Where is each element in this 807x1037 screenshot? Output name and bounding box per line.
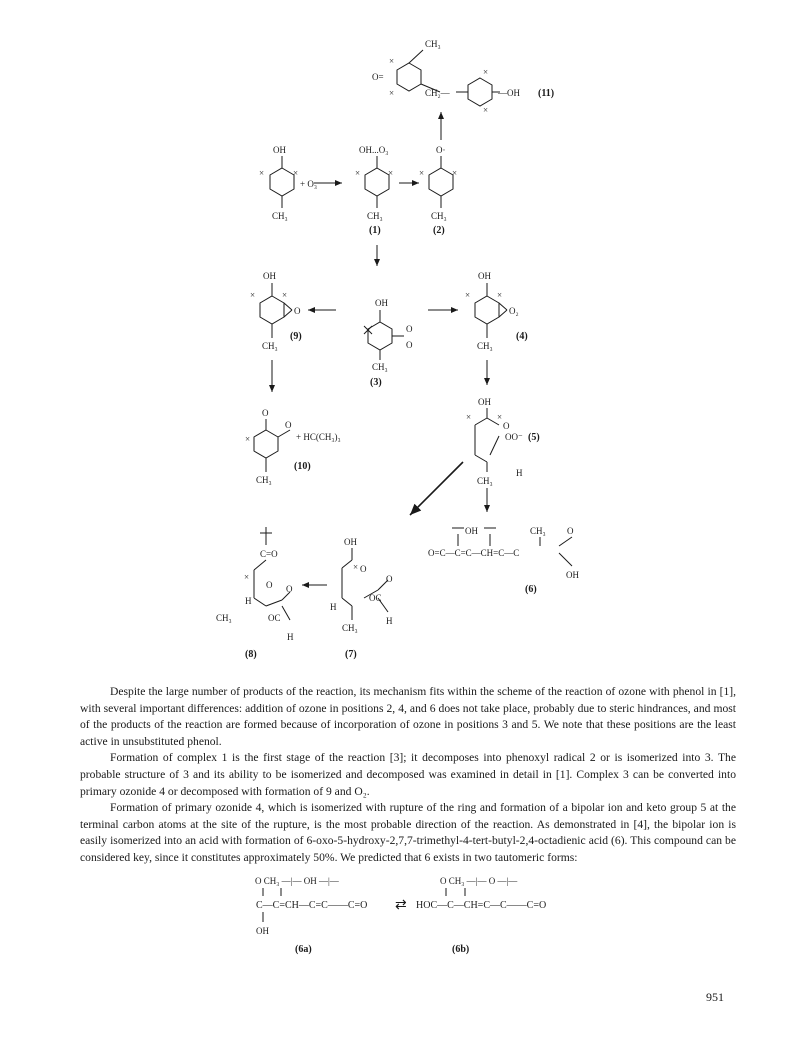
svg-text:(11): (11) (538, 88, 555, 99)
tautomer-a: C—C=CH—C=C——C=O (256, 900, 368, 911)
compound-5 (475, 408, 499, 472)
svg-text:CH₃: CH₃ (425, 39, 441, 49)
svg-text:×: × (483, 105, 489, 115)
tautomer-a-top: O CH₃ —|— OH —|— (255, 876, 339, 886)
svg-text:×: × (244, 572, 250, 582)
svg-text:H: H (330, 602, 337, 612)
svg-text:OH: OH (478, 397, 491, 407)
svg-text:+ O₃: + O₃ (300, 179, 317, 189)
scheme-labels (216, 39, 579, 660)
svg-text:×: × (259, 168, 265, 178)
svg-text:OH: OH (566, 570, 579, 580)
svg-text:CH₃: CH₃ (530, 526, 546, 536)
tautomer-b: HOC—C—CH=C—C——C=O (416, 900, 547, 911)
tautomer-b-top: O CH₃ —|— O —|— (440, 876, 518, 886)
svg-text:CH₃: CH₃ (262, 341, 278, 351)
svg-text:×: × (452, 168, 458, 178)
svg-text:OH: OH (344, 537, 357, 547)
svg-text:(3): (3) (370, 377, 382, 388)
label-6b: (6b) (452, 944, 470, 955)
svg-text:O: O (360, 564, 367, 574)
arrow-5-to-7 (410, 462, 463, 515)
svg-text:(4): (4) (516, 331, 528, 342)
svg-text:—OH: —OH (498, 88, 520, 98)
svg-text:×: × (388, 168, 394, 178)
svg-text:×: × (293, 168, 299, 178)
compound-8 (254, 527, 290, 620)
compound-1 (365, 156, 389, 208)
svg-text:O: O (386, 574, 393, 584)
svg-text:×: × (250, 290, 256, 300)
svg-text:CH₃: CH₃ (367, 211, 383, 221)
svg-text:O: O (406, 324, 413, 334)
svg-text:OH: OH (478, 271, 491, 281)
svg-text:O·: O· (436, 145, 446, 155)
svg-text:H: H (516, 468, 523, 478)
svg-text:CH₃: CH₃ (477, 341, 493, 351)
svg-text:O: O (406, 340, 413, 350)
svg-text:O: O (567, 526, 574, 536)
paragraph: Formation of primary ozonide 4, which is isomerized with rupture of the ring and formation of a bipolar ion and keto group 5 at the terminal carbon atoms at the site of the rupture, is the most probable direction of the reaction. As demonstrated in [4], the bipolar ion is easily isomerized into an acid with formation of 6-oxo-5-hydroxy-2,7,7-trimethyl-4-tert-butyl-2,4-octadienic acid (6). This compound can be considered key, since it constitutes approximately 50%. We predicted that 6 exists in two tautomeric forms: (80, 801, 736, 864)
paragraph: Despite the large number of products of the reaction, its mechanism fits within the scheme of the reaction of ozone with phenol in [1], with several important differences: addition of ozone in positions 2, 4, and 6 does not take place, probably due to steric hindrances, and most of the products of the reaction are formed because of incorporation of ozone in positions 3 and 5. We note that these positions are the least active in unsubstituted phenol. (80, 685, 736, 748)
svg-text:O: O (266, 580, 273, 590)
svg-text:CH₂—: CH₂— (425, 88, 450, 98)
svg-text:(9): (9) (290, 331, 302, 342)
svg-text:H: H (287, 632, 294, 642)
svg-text:O: O (262, 408, 269, 418)
svg-text:×: × (419, 168, 425, 178)
svg-text:×: × (282, 290, 288, 300)
body-text (80, 684, 736, 867)
svg-text:CH₃: CH₃ (477, 476, 493, 486)
svg-text:O₂: O₂ (509, 306, 519, 316)
compound-phenol (270, 156, 294, 208)
svg-text:OC: OC (268, 613, 281, 623)
compound-4 (475, 283, 507, 338)
svg-text:CH₃: CH₃ (372, 362, 388, 372)
svg-text:OO⁻: OO⁻ (505, 432, 523, 442)
svg-text:×: × (497, 290, 503, 300)
svg-text:C=O: C=O (260, 549, 278, 559)
svg-text:O: O (294, 306, 301, 316)
svg-text:(8): (8) (245, 649, 257, 660)
svg-text:H: H (245, 596, 252, 606)
svg-text:CH₃: CH₃ (272, 211, 288, 221)
svg-text:OH: OH (375, 298, 388, 308)
svg-text:(5): (5) (528, 432, 540, 443)
svg-text:×: × (389, 88, 395, 98)
compound-2 (429, 156, 453, 208)
svg-text:×: × (389, 56, 395, 66)
svg-text:×: × (465, 290, 471, 300)
svg-text:CH₃: CH₃ (256, 475, 272, 485)
paragraph: Formation of complex 1 is the first stage of the reaction [3]; it decomposes into phenoxyl radical 2 or is isomerized into 3. The probable structure of 3 and its ability to be isomerized and decomposed was examined in detail in [1]. Complex 3 can be converted into primary ozonide 4 or decomposed with formation of 9 and O₂. (80, 751, 736, 798)
svg-text:×: × (466, 412, 472, 422)
svg-text:×: × (497, 412, 503, 422)
label-6a: (6a) (295, 944, 312, 955)
svg-text:×: × (245, 434, 251, 444)
svg-text:OH: OH (273, 145, 286, 155)
svg-text:(7): (7) (345, 649, 357, 660)
svg-text:(2): (2) (433, 225, 445, 236)
svg-text:OH: OH (263, 271, 276, 281)
page-number: 951 (706, 990, 724, 1004)
svg-text:O: O (285, 420, 292, 430)
svg-text:CH₃: CH₃ (431, 211, 447, 221)
compound-9 (260, 283, 292, 338)
svg-text:H: H (386, 616, 393, 626)
svg-text:×: × (483, 67, 489, 77)
svg-text:O: O (503, 421, 510, 431)
svg-text:(10): (10) (294, 461, 311, 472)
svg-text:(6): (6) (525, 584, 537, 595)
svg-text:×: × (353, 562, 359, 572)
svg-text:OC: OC (369, 593, 382, 603)
svg-text:O: O (286, 584, 293, 594)
compound-7 (342, 548, 388, 620)
svg-text:O=C—C=C—CH=C—C: O=C—C=C—CH=C—C (428, 548, 520, 558)
svg-text:O=: O= (372, 72, 384, 82)
equilibrium-arrow: ⇄ (395, 898, 407, 913)
svg-text:+ HC(CH₃)₃: + HC(CH₃)₃ (296, 432, 341, 442)
tautomer-equation (0, 866, 807, 966)
svg-text:CH₃: CH₃ (342, 623, 358, 633)
svg-text:(1): (1) (369, 225, 381, 236)
compound-3 (364, 310, 404, 360)
svg-text:OH: OH (465, 526, 478, 536)
svg-text:CH₃: CH₃ (216, 613, 232, 623)
svg-text:OH...O₃: OH...O₃ (359, 145, 389, 155)
tautomer-a-bottom: OH (256, 926, 269, 936)
svg-text:×: × (355, 168, 361, 178)
